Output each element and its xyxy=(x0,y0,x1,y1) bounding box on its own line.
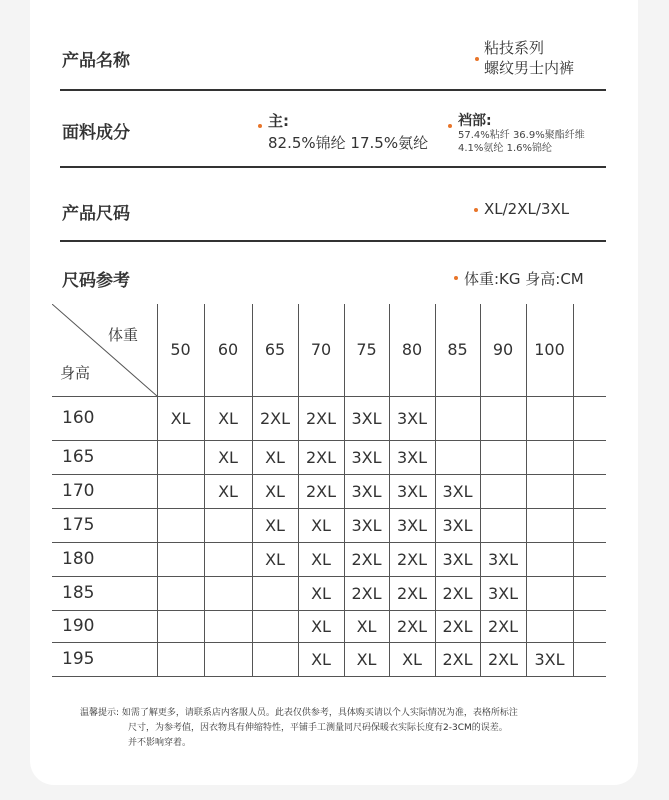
size-cell: XL xyxy=(298,576,344,610)
bullet-dot xyxy=(454,276,458,280)
size-cell: 3XL xyxy=(435,542,480,576)
table-row xyxy=(52,508,606,542)
height-cell: 170 xyxy=(52,474,157,508)
product-name-label: 产品名称 xyxy=(62,51,130,71)
divider xyxy=(60,240,606,242)
fabric-main-value: 82.5%锦纶 17.5%氨纶 xyxy=(268,134,429,152)
size-cell: 3XL xyxy=(435,508,480,542)
size-cell: 3XL xyxy=(389,474,435,508)
size-cell xyxy=(526,542,573,576)
size-cell xyxy=(435,440,480,474)
size-cell xyxy=(526,508,573,542)
size-cell xyxy=(157,642,204,676)
fabric-crotch-line-2: 4.1%氨纶 1.6%锦纶 xyxy=(458,143,552,154)
size-cell: XL xyxy=(252,508,298,542)
corner-header-cell xyxy=(52,304,157,396)
size-cell xyxy=(157,610,204,642)
size-label: 产品尺码 xyxy=(62,204,130,224)
spacer-cell xyxy=(573,304,606,396)
weight-header-cell: 85 xyxy=(435,304,480,396)
size-cell xyxy=(157,440,204,474)
size-cell xyxy=(204,642,252,676)
spacer-cell xyxy=(573,474,606,508)
bullet-dot xyxy=(475,57,479,61)
weight-header-cell: 80 xyxy=(389,304,435,396)
size-cell xyxy=(526,474,573,508)
size-cell xyxy=(204,610,252,642)
spacer-cell xyxy=(573,642,606,676)
weight-header-cell: 100 xyxy=(526,304,573,396)
size-cell xyxy=(252,642,298,676)
size-cell xyxy=(204,542,252,576)
fabric-main-title: 主: xyxy=(268,112,289,130)
size-cell: 2XL xyxy=(435,576,480,610)
weight-header-cell: 90 xyxy=(480,304,526,396)
size-cell xyxy=(204,508,252,542)
divider xyxy=(60,166,606,168)
size-cell: XL xyxy=(252,474,298,508)
size-cell: 3XL xyxy=(344,474,389,508)
size-cell xyxy=(480,440,526,474)
divider xyxy=(60,89,606,91)
size-cell: 3XL xyxy=(526,642,573,676)
spacer-cell xyxy=(573,508,606,542)
size-cell: 2XL xyxy=(480,610,526,642)
size-cell: XL xyxy=(344,642,389,676)
spacer-cell xyxy=(573,440,606,474)
height-cell: 195 xyxy=(52,642,157,676)
size-cell: XL xyxy=(298,542,344,576)
warm-tip-prefix: 温馨提示: xyxy=(80,708,120,718)
size-cell: 2XL xyxy=(435,642,480,676)
size-cell xyxy=(480,474,526,508)
size-cell: 3XL xyxy=(344,508,389,542)
size-cell xyxy=(435,396,480,440)
warm-tip-text: 如需了解更多，请联系店内客服人员。此表仅供参考，具体购买请以个人实际情况为准，表格所标注 xyxy=(121,708,518,718)
size-cell: XL xyxy=(204,440,252,474)
size-cell xyxy=(204,576,252,610)
spacer-cell xyxy=(573,396,606,440)
spacer-cell xyxy=(573,610,606,642)
height-cell: 180 xyxy=(52,542,157,576)
size-cell: 3XL xyxy=(389,396,435,440)
size-value: XL/2XL/3XL xyxy=(484,200,570,218)
spacer-cell xyxy=(573,542,606,576)
fabric-label: 面料成分 xyxy=(62,123,130,143)
size-cell: 2XL xyxy=(298,474,344,508)
size-cell xyxy=(252,610,298,642)
warm-tip-line-2: 尺寸，为参考值，因衣物具有伸缩特性，平铺手工测量同尺码保暖衣实际长度有2-3CM的误差。 xyxy=(128,723,508,733)
size-cell xyxy=(157,542,204,576)
size-cell: 3XL xyxy=(435,474,480,508)
size-cell: 3XL xyxy=(480,576,526,610)
size-cell: 2XL xyxy=(298,396,344,440)
size-cell xyxy=(526,396,573,440)
size-cell: 2XL xyxy=(344,542,389,576)
height-cell: 160 xyxy=(52,396,157,440)
size-cell: XL xyxy=(344,610,389,642)
fabric-crotch-title: 裆部: xyxy=(458,113,492,129)
size-cell xyxy=(157,576,204,610)
size-chart-table xyxy=(52,304,606,677)
table-row xyxy=(52,576,606,610)
reference-units: 体重:KG 身高:CM xyxy=(464,270,584,288)
table-row xyxy=(52,642,606,676)
size-cell: 3XL xyxy=(389,440,435,474)
size-cell xyxy=(480,508,526,542)
bullet-dot xyxy=(474,208,478,212)
size-cell: XL xyxy=(298,642,344,676)
warm-tip-line-1 xyxy=(80,706,585,721)
weight-header-cell: 50 xyxy=(157,304,204,396)
size-cell: XL xyxy=(298,508,344,542)
spacer-cell xyxy=(573,576,606,610)
product-name-line-2: 螺纹男士内裤 xyxy=(484,59,575,77)
height-cell: 185 xyxy=(52,576,157,610)
size-cell: 2XL xyxy=(389,542,435,576)
bullet-dot xyxy=(258,124,262,128)
table-row xyxy=(52,396,606,440)
weight-header-cell: 70 xyxy=(298,304,344,396)
weight-header: 体重 xyxy=(108,326,139,344)
size-cell: XL xyxy=(204,396,252,440)
fabric-crotch-line-1: 57.4%粘纤 36.9%聚酯纤维 xyxy=(458,130,585,141)
size-cell xyxy=(157,508,204,542)
size-cell xyxy=(526,440,573,474)
size-cell: 3XL xyxy=(480,542,526,576)
table-row xyxy=(52,610,606,642)
size-cell: XL xyxy=(157,396,204,440)
weight-header-cell: 75 xyxy=(344,304,389,396)
size-cell: 2XL xyxy=(389,576,435,610)
size-cell: 2XL xyxy=(480,642,526,676)
warm-tip-line-3: 并不影响穿着。 xyxy=(128,738,192,748)
size-cell: 2XL xyxy=(435,610,480,642)
size-cell: XL xyxy=(252,542,298,576)
table-row xyxy=(52,542,606,576)
size-cell: 2XL xyxy=(344,576,389,610)
size-cell xyxy=(526,576,573,610)
size-cell: XL xyxy=(298,610,344,642)
size-cell: 2XL xyxy=(298,440,344,474)
weight-header-cell: 60 xyxy=(204,304,252,396)
size-cell: 3XL xyxy=(344,396,389,440)
product-name-line-1: 粘技系列 xyxy=(484,39,545,57)
warm-tip xyxy=(80,706,585,751)
size-cell: 3XL xyxy=(389,508,435,542)
weight-header-cell: 65 xyxy=(252,304,298,396)
size-cell xyxy=(526,610,573,642)
bullet-dot xyxy=(448,124,452,128)
reference-label: 尺码参考 xyxy=(62,271,130,291)
table-row xyxy=(52,440,606,474)
size-cell xyxy=(157,474,204,508)
size-cell: XL xyxy=(252,440,298,474)
height-header: 身高 xyxy=(60,364,91,382)
height-cell: 175 xyxy=(52,508,157,542)
size-cell xyxy=(480,396,526,440)
product-name-value xyxy=(484,38,574,78)
size-cell: XL xyxy=(204,474,252,508)
height-cell: 190 xyxy=(52,610,157,642)
size-cell xyxy=(252,576,298,610)
size-cell: XL xyxy=(389,642,435,676)
size-cell: 3XL xyxy=(344,440,389,474)
height-cell: 165 xyxy=(52,440,157,474)
size-cell: 2XL xyxy=(252,396,298,440)
size-cell: 2XL xyxy=(389,610,435,642)
table-header-row xyxy=(52,304,606,396)
table-row xyxy=(52,474,606,508)
